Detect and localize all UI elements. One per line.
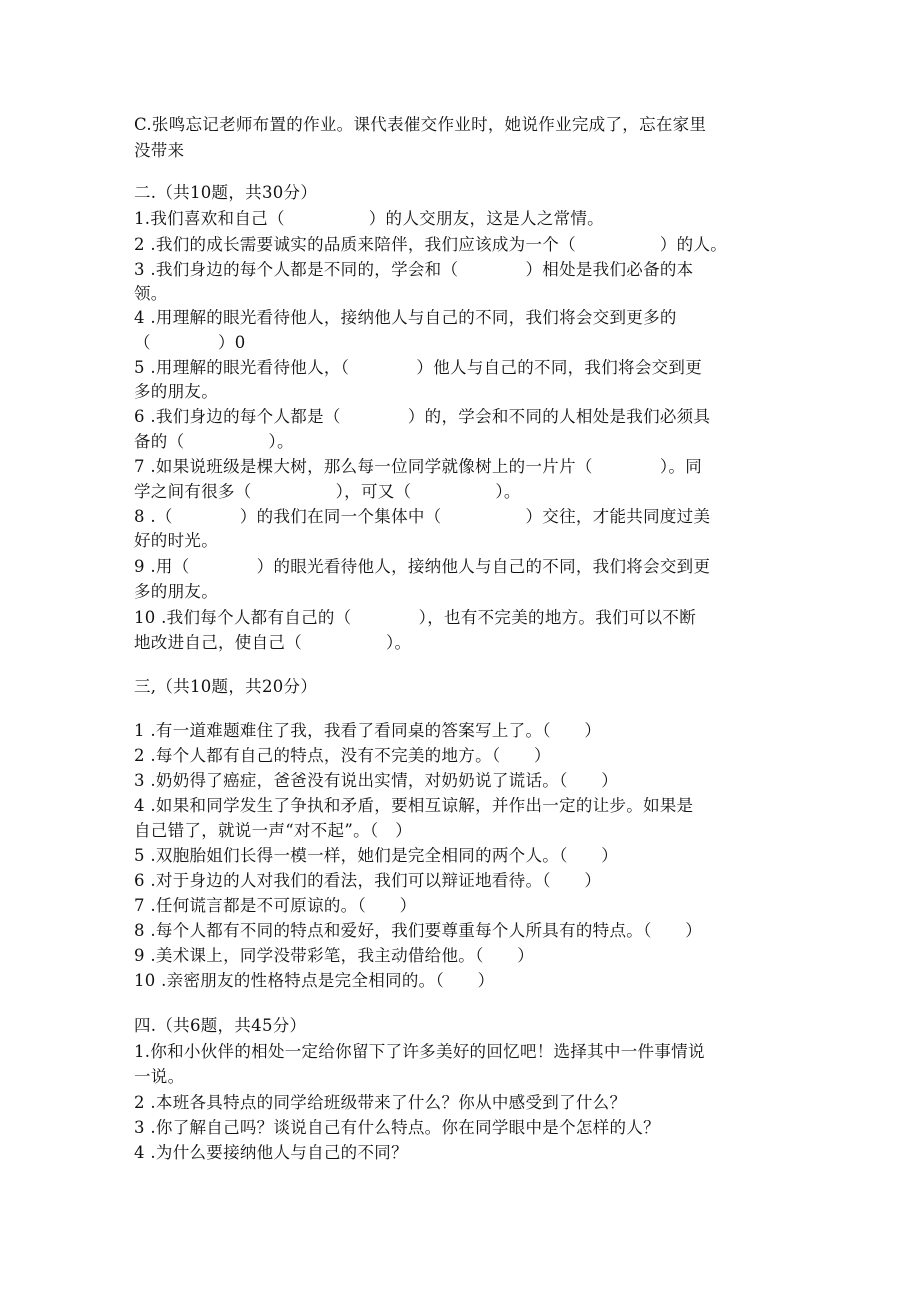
section3-line: 10 .亲密朋友的性格特点是完全相同的。（ ） bbox=[134, 971, 495, 990]
section3-heading: 三,（共10题，共20分） bbox=[134, 677, 318, 696]
section2-line: 9 .用（ ）的眼光看待他人，接纳他人与自己的不同，我们将会交到更 bbox=[134, 557, 711, 576]
section4-line: 4 .为什么要接纳他人与自己的不同？ bbox=[134, 1143, 408, 1162]
section2-line: 地改进自己，使自己（ ）。 bbox=[134, 633, 412, 652]
section3-line: 7 .任何谎言都是不可原谅的。（ ） bbox=[134, 896, 417, 915]
section3-line: 5 .双胞胎姐们长得一模一样，她们是完全相同的两个人。（ ） bbox=[134, 846, 619, 865]
section2-line: 2 .我们的成长需要诚实的品质来陪伴，我们应该成为一个（ ）的人。 bbox=[134, 235, 728, 254]
section4-line: 2 .本班各具特点的同学给班级带来了什么？你从中感受到了什么？ bbox=[134, 1093, 627, 1112]
section3-line: 8 .每个人都有不同的特点和爱好，我们要尊重每个人所具有的特点。（ ） bbox=[134, 921, 703, 940]
section2-heading: 二.（共10题，共30分） bbox=[134, 183, 318, 202]
section2-line: 5 .用理解的眼光看待他人，（ ）他人与自己的不同，我们将会交到更 bbox=[134, 358, 703, 377]
section4-line: 3 .你了解自己吗？谈说自己有什么特点。你在同学眼中是个怎样的人？ bbox=[134, 1118, 660, 1137]
section4-line: 一说。 bbox=[134, 1067, 185, 1086]
section4-line: 1.你和小伙伴的相处一定给你留下了许多美好的回忆吧！选择其中一件事情说 bbox=[134, 1042, 705, 1061]
section2-line: 4 .用理解的眼光看待他人，接纳他人与自己的不同，我们将会交到更多的 bbox=[134, 308, 677, 327]
section3-line: 9 .美术课上，同学没带彩笔，我主动借给他。（ ） bbox=[134, 946, 535, 965]
section2-line: 多的朋友。 bbox=[134, 382, 218, 401]
section2-line: 10 .我们每个人都有自己的（ ），也有不完美的地方。我们可以不断 bbox=[134, 608, 697, 627]
section2-line: 6 .我们身边的每个人都是（ ）的，学会和不同的人相处是我们必须具 bbox=[134, 407, 711, 426]
section3-line: 自己错了，就说一声“对不起”。（ ） bbox=[134, 821, 413, 840]
section2-line: 领。 bbox=[134, 284, 168, 303]
section2-line: 学之间有很多（ ），可又（ ）。 bbox=[134, 482, 521, 501]
section2-line: 3 .我们身边的每个人都是不同的，学会和（ ）相处是我们必备的本 bbox=[134, 260, 694, 279]
section2-line: 7 .如果说班级是棵大树，那么每一位同学就像树上的一片片（ ）。同 bbox=[134, 457, 703, 476]
intro-line: C.张鸣忘记老师布置的作业。课代表催交作业时，她说作业完成了，忘在家里 bbox=[134, 115, 707, 134]
section2-line: 8 .（ ）的我们在同一个集体中（ ）交往，才能共同度过美 bbox=[134, 507, 711, 526]
section4-heading: 四.（共6题，共45分） bbox=[134, 1016, 307, 1035]
section2-line: （ ）0 bbox=[134, 333, 246, 352]
section3-line: 4 .如果和同学发生了争执和矛盾，要相互谅解，并作出一定的让步。如果是 bbox=[134, 796, 694, 815]
section3-line: 1 .有一道难题难住了我，我看了看同桌的答案写上了。（ ） bbox=[134, 721, 602, 740]
section2-line: 多的朋友。 bbox=[134, 582, 218, 601]
section2-line: 好的时光。 bbox=[134, 531, 218, 550]
intro-line: 没带来 bbox=[134, 141, 185, 160]
section2-line: 备的（ ）。 bbox=[134, 432, 294, 451]
section2-line: 1.我们喜欢和自己（ ）的人交朋友，这是人之常情。 bbox=[134, 209, 604, 228]
section3-line: 3 .奶奶得了癌症，爸爸没有说出实情，对奶奶说了谎话。（ ） bbox=[134, 771, 619, 790]
section3-line: 2 .每个人都有自己的特点，没有不完美的地方。（ ） bbox=[134, 746, 551, 765]
section3-line: 6 .对于身边的人对我们的看法，我们可以辩证地看待。（ ） bbox=[134, 871, 602, 890]
